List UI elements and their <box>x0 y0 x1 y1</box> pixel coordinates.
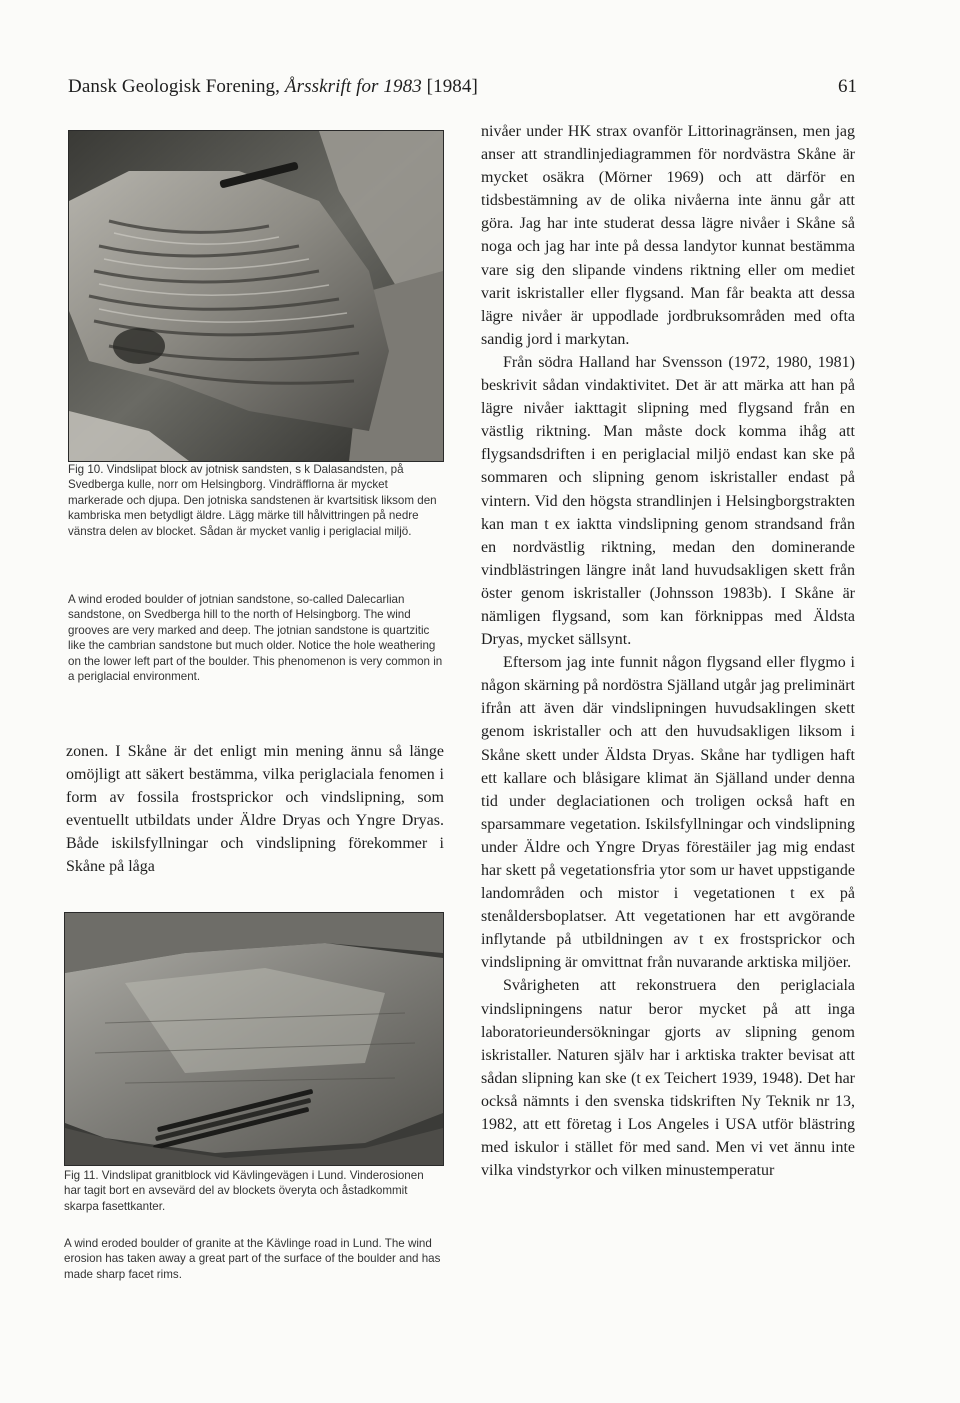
figure-10-caption-english: A wind eroded boulder of jotnian sandstone, so-called Dalecarlian sandstone, on Svedberga hill to the north of Helsingborg. The wind grooves are very marked and deep. The jotnian sandstone is quartzitic like the cambrian sandstone but much older. Notice the hole weathering on the lower left part of the boulder. This phenomenon is very common in a periglacial environment. <box>68 593 443 684</box>
annual-title: Årsskrift for 1983 <box>284 76 422 97</box>
left-column-text: zonen. I Skåne är det enligt min mening ännu så länge omöjligt att säkert bestämma, vilka periglaciala fenomen i form av fossila frostsprickor och vindslipning, som eventuellt utbildats under Äldre Dryas och Yngre Dryas. Både iskilsfyllningar och vindslipning förekommer i Skåne på låga <box>66 743 444 876</box>
figure-11-caption-swedish: Fig 11. Vindslipat granitblock vid Kävlingevägen i Lund. Vinderosionen har tagit bort en avsevärd del av blockets överyta och åstadkommit skarpa fasettkanter. <box>64 1169 424 1213</box>
right-column <box>481 120 855 1182</box>
publication-year: [1984] <box>421 76 478 97</box>
hole-weathering <box>113 328 165 364</box>
journal-name: Dansk Geologisk Forening, <box>68 76 285 97</box>
right-paragraph-3: Eftersom jag inte funnit någon flygsand eller flygmo i någon skärning på nordöstra Själland utgår jag preliminärt ifrån att även där vindslipningen huvudsaklingen skett genom iskristaller och att den huvudsakligen liksom i Skåne skett under Äldsta Dryas. Skåne har tydligen haft ett kallare och blåsigare klimat än Själland under denna tid under deglaciationen och troligen också haft en sparsammare vegetation. Iskilsfyllningar och vindslipning under Äldre och Yngre Dryas förestäiler jag mig endast har skett på vegetationsfria ytor som ur havet uppstigande landområden och mistor i vegetationen t ex på stenåldersboplatser. Att vegetationen har ett avgörande inflytande på utbildningen av t ex frostsprickor och vindslipning är omvittnat från nuvarande arktiska miljöer. <box>481 654 855 972</box>
page-number: 61 <box>838 76 857 97</box>
granite-photo-svg <box>65 913 443 1165</box>
right-paragraph-2: Från södra Halland har Svensson (1972, 1980, 1981) beskrivit sådan vindaktivitet. Det är att märka att han på lägre nivåer iakttagit slipning med flygsand från en västlig riktning. Man måste dock komma ihåg att flygsandsdriften i en periglacial miljö endast kan ske på sommaren och slipning genom iskristaller endast på vintern. Vid den högsta strandlinjen i Helsingborgstrakten kan man t ex iaktta vindslipning genom strandsand från en nordvästlig riktning, medan den dominerande vindblästringen längre inåt land huvudsakligen skett från öster genom iskristaller (Johnsson 1983b). I Skåne är nämligen flygsand, som kan förknippas med Äldsta Dryas, mycket sällsynt. <box>481 353 855 649</box>
right-paragraph-4: Svårigheten att rekonstruera den periglaciala vindslipningens natur beror mycket på att inga laboratorieundersökningar gjorts av slipning genom iskristaller. Naturen själv har i arktiska trakter bevisat att sådan slipning kan ske (t ex Teichert 1939, 1948). Det har också nämnts i den svenska tidskriften Ny Teknik nr 13, 1982, att ett företag i Los Angeles i USA utför blästring med iskulor i stället för med sand. Men vi vet ännu inte vilka vindstyrkor och vilken minustemperatur <box>481 977 855 1180</box>
figure-10-photo <box>68 130 444 462</box>
right-paragraph-1: nivåer under HK strax ovanför Littorinagränsen, men jag anser att strandlinjediagrammen för nordvästra Skåne är mycket osäkra (Mörner 1969) och att därför en tidsbestämning av de olika nivåerna inte ännu går att göra. Jag har inte studerat dessa lägre nivåer i Skåne så noga och jag har inte på dessa landytor kunnat bestämma vare sig den slipande vindens riktning eller om mediet varit iskristaller eller flygsand. Man får beakta att dessa lägre nivåer är uppodlade jordbruksområden med ofta sandig jord i markytan. <box>481 123 855 348</box>
figure-11-caption-english: A wind eroded boulder of granite at the Kävlinge road in Lund. The wind erosion has taken away a great part of the surface of the boulder and has made sharp facet rims. <box>64 1237 441 1281</box>
boulder-photo-svg <box>69 131 443 461</box>
running-header <box>68 76 478 98</box>
figure-10-caption-swedish: Fig 10. Vindslipat block av jotnisk sandsten, s k Dalasandsten, på Svedberga kulle, norr om Helsingborg. Vindräfflorna är mycket markerade och djupa. Den jotniska sandstenen är kvartsitisk liksom den kambriska men betydligt äldre. Lägg märke till hålvittringen på nedre vänstra delen av blocket. Sådan är mycket vanlig i periglacial miljö. <box>68 463 437 538</box>
figure-11-photo <box>64 912 444 1166</box>
